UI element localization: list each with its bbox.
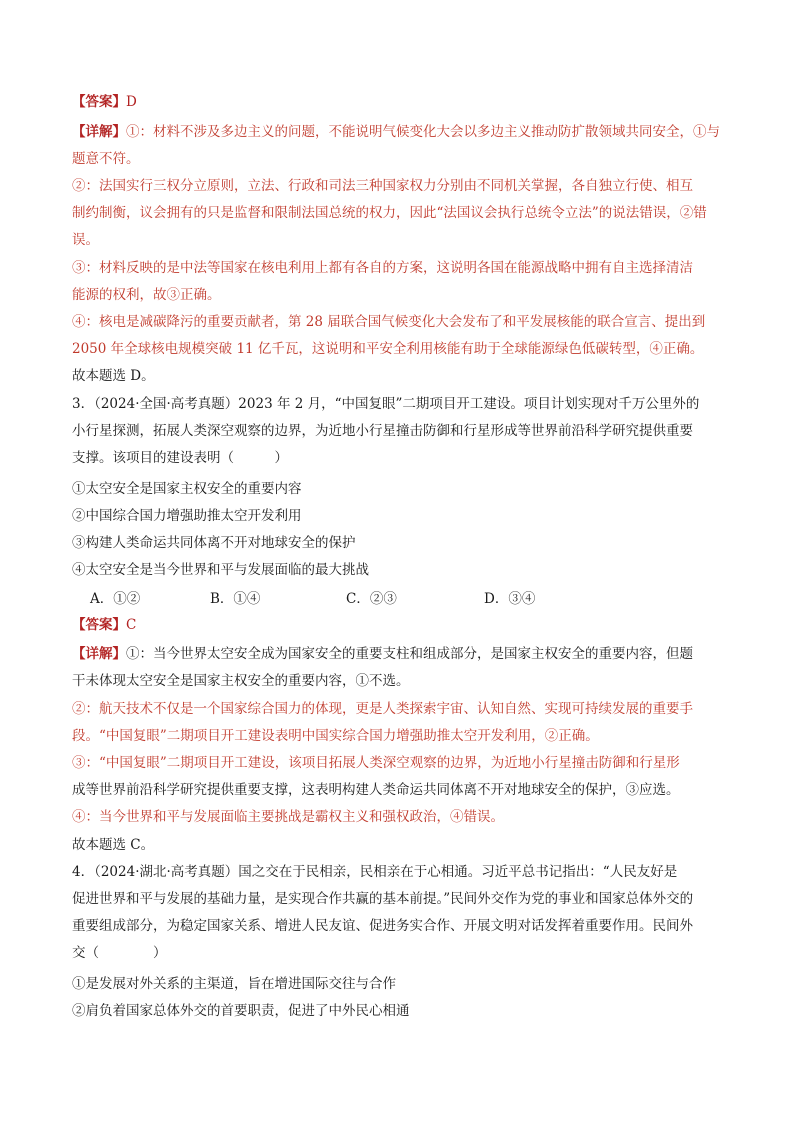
answer-tag: 【答案】 (72, 94, 126, 110)
answer-tag: 【答案】 (72, 617, 126, 633)
q3-detail-line-5: ③：“中国复眼”二期项目开工建设，该项目拓展人类深空观察的边界，为近地小行星撞击防御和行星形 (72, 755, 680, 771)
q4-stem-line-2: 促进世界和平与发展的基础力量，是实现合作共赢的基本前提。”民间外交作为党的事业和国家总体外交的 (72, 891, 694, 907)
question-source: （2024·全国·高考真题） (94, 396, 239, 412)
option-b: B．①④ (210, 591, 261, 607)
q2-detail-line-2: 题意不符。 (72, 151, 140, 167)
question-stem-text: 国之交在于民相亲，民相亲在于心相通。习近平总书记指出：“人民友好是 (238, 864, 678, 880)
question-number: 4． (72, 864, 95, 880)
detail-text: ①：材料不涉及多边主义的问题，不能说明气候变化大会以多边主义推动防扩散领域共同安全，①与 (126, 124, 720, 140)
q2-conclusion: 故本题选 D。 (72, 368, 155, 384)
q3-item-2: ②中国综合国力增强助推太空开发利用 (72, 508, 302, 524)
option-d: D．③④ (484, 591, 536, 607)
q3-item-4: ④太空安全是当今世界和平与发展面临的最大挑战 (72, 562, 369, 578)
question-number: 3． (72, 396, 95, 412)
detail-tag: 【详解】 (72, 124, 126, 140)
q4-stem-line-4: 交（ ） (72, 945, 167, 961)
q2-detail-line-6: ③：材料反映的是中法等国家在核电利用上都有各自的方案，这说明各国在能源战略中拥有自主选择清洁 (72, 260, 693, 276)
q3-conclusion: 故本题选 C。 (72, 837, 155, 853)
q3-answer-line (72, 616, 136, 634)
question-stem-text: 2023 年 2 月，“中国复眼”二期项目开工建设。项目计划实现对千万公里外的 (238, 396, 700, 412)
q2-detail-line-5: 误。 (72, 232, 99, 248)
q3-stem-line-2: 小行星探测，拓展人类深空观察的边界，为近地小行星撞击防御和行星形成等世界前沿科学研究提供重要 (72, 423, 693, 439)
q3-detail-line-6: 成等世界前沿科学研究提供重要支撑，这表明构建人类命运共同体离不开对地球安全的保护，③应选。 (72, 782, 680, 798)
q4-item-2: ②肩负着国家总体外交的首要职责，促进了中外民心相通 (72, 1003, 410, 1019)
option-c: C．②③ (346, 591, 397, 607)
q3-stem-line-1 (72, 395, 699, 413)
q3-detail-line-2: 干未体现太空安全是国家主权安全的重要内容，①不选。 (72, 673, 410, 689)
q4-stem-line-1 (72, 863, 677, 881)
detail-text: ①：当今世界太空安全成为国家安全的重要支柱和组成部分，是国家主权安全的重要内容，但题 (126, 646, 693, 662)
answer-value: D (126, 94, 137, 110)
question-source: （2024·湖北·高考真题） (94, 864, 239, 880)
q2-detail-line-1 (72, 123, 720, 141)
option-a: A．①② (90, 591, 141, 607)
q2-detail-line-3: ②：法国实行三权分立原则，立法、行政和司法三种国家权力分别由不同机关掌握，各自独立行使、相互 (72, 178, 693, 194)
q2-answer-line (72, 93, 137, 111)
q3-options (90, 590, 535, 608)
q3-stem-line-3: 支撑。该项目的建设表明（ ） (72, 450, 288, 466)
detail-tag: 【详解】 (72, 646, 126, 662)
q2-detail-line-7: 能源的权利，故③正确。 (72, 287, 221, 303)
q4-item-1: ①是发展对外关系的主渠道，旨在增进国际交往与合作 (72, 976, 396, 992)
q3-detail-line-4: 段。“中国复眼”二期项目开工建设表明中国实综合国力增强助推太空开发利用，②正确。 (72, 728, 599, 744)
q3-detail-line-1 (72, 645, 693, 663)
q2-detail-line-9: 2050 年全球核电规模突破 11 亿千瓦，这说明和平安全利用核能有助于全球能源绿色低碳转型，④正确。 (72, 341, 704, 357)
q2-detail-line-8: ④：核电是减碳降污的重要贡献者，第 28 届联合国气候变化大会发布了和平发展核能的联合宣言、提出到 (72, 314, 706, 330)
q3-detail-line-7: ④：当今世界和平与发展面临主要挑战是霸权主义和强权政治，④错误。 (72, 809, 504, 825)
q3-detail-line-3: ②：航天技术不仅是一个国家综合国力的体现，更是人类探索宇宙、认知自然、实现可持续发展的重要手 (72, 701, 693, 717)
q4-stem-line-3: 重要组成部分，为稳定国家关系、增进人民友谊、促进务实合作、开展文明对话发挥着重要作用。民间外 (72, 918, 693, 934)
q3-item-3: ③构建人类命运共同体离不开对地球安全的保护 (72, 535, 356, 551)
q2-detail-line-4: 制约制衡，议会拥有的只是监督和限制法国总统的权力，因此“法国议会执行总统令立法”的说法错误，②错 (72, 205, 707, 221)
q3-item-1: ①太空安全是国家主权安全的重要内容 (72, 481, 302, 497)
answer-value: C (126, 617, 137, 633)
